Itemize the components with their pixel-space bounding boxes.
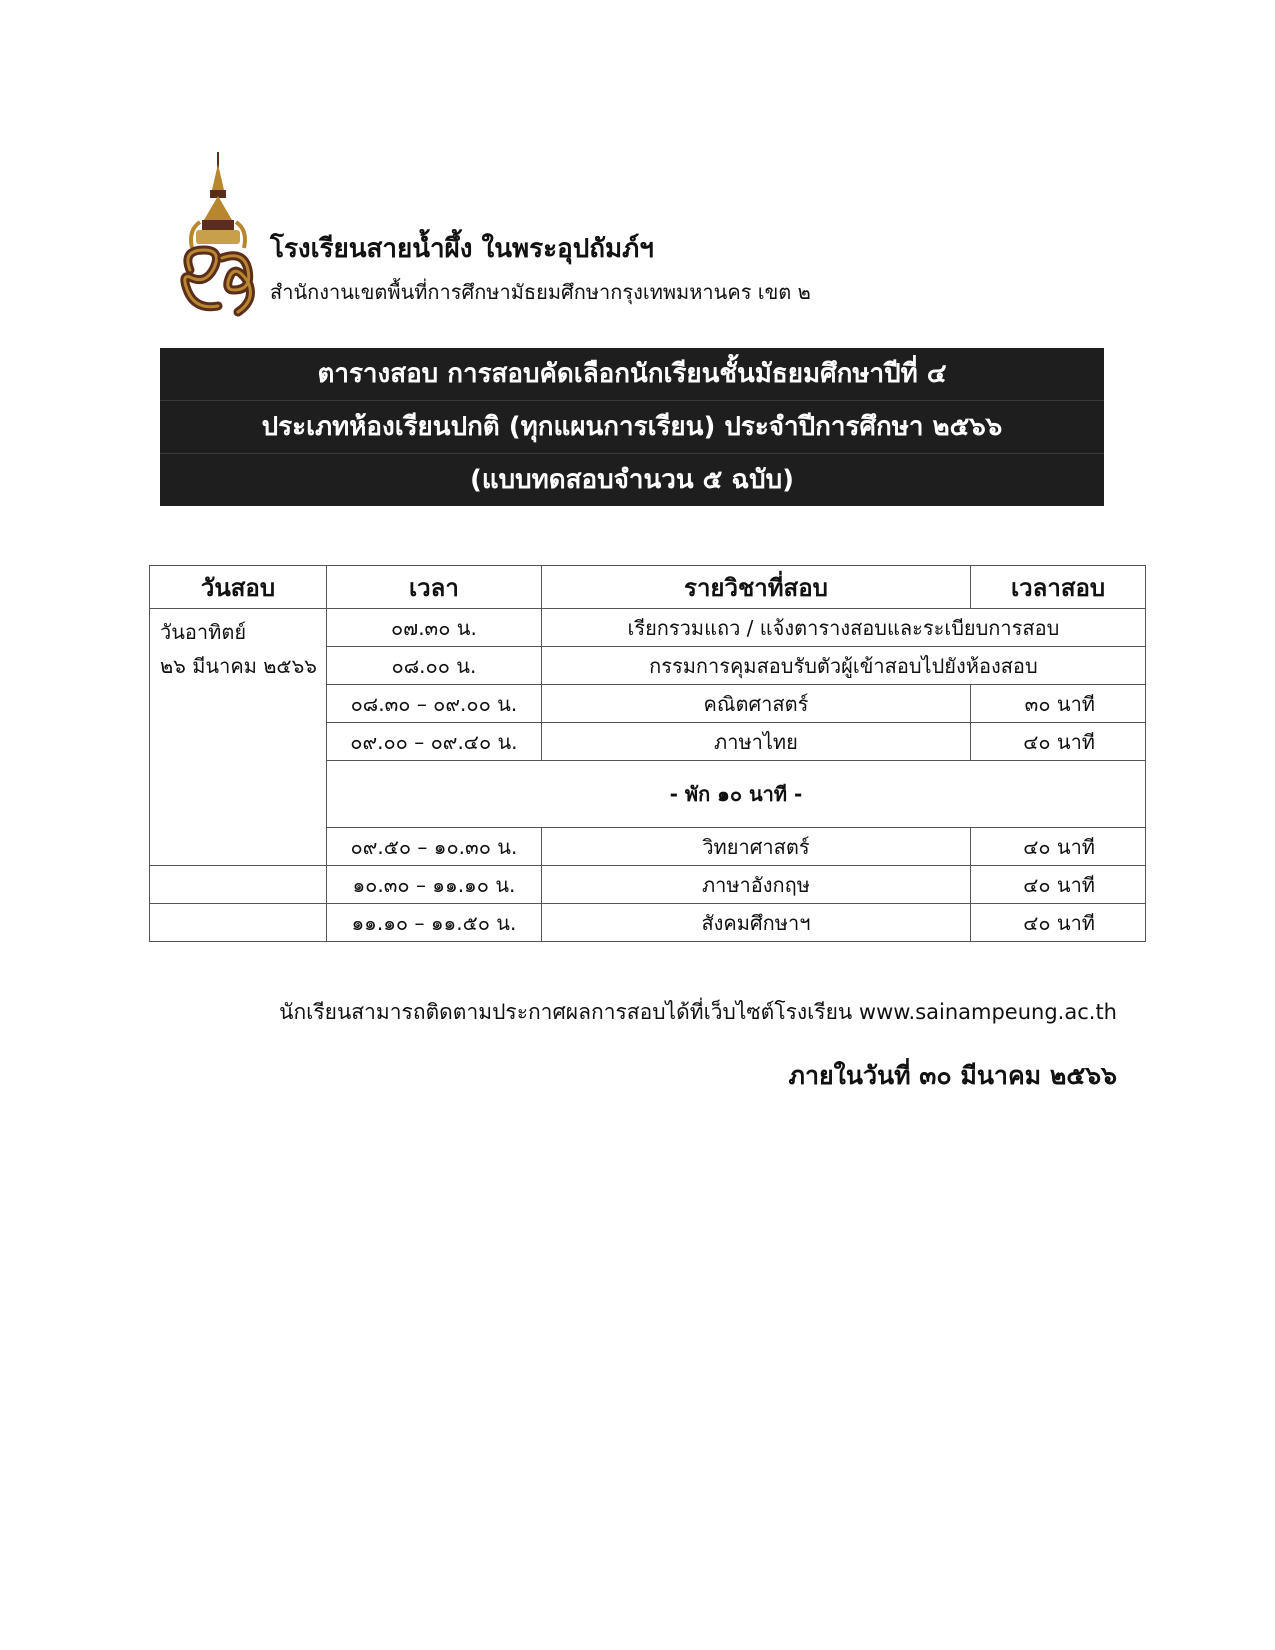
header-duration: เวลาสอบ [971, 566, 1146, 609]
subject-cell: วิทยาศาสตร์ [541, 828, 970, 866]
banner-test-count: (แบบทดสอบจำนวน ๕ ฉบับ) [469, 465, 795, 495]
time-cell: ๑๑.๑๐ – ๑๑.๕๐ น. [326, 904, 541, 942]
table-header-row [150, 566, 1146, 609]
table-row [150, 904, 1146, 942]
school-name: โรงเรียนสายน้ำผึ้ง ในพระอุปถัมภ์ฯ [270, 234, 654, 264]
duration-cell: ๔๐ นาที [971, 828, 1146, 866]
header-subject: รายวิชาที่สอบ [541, 566, 970, 609]
subject-cell: ภาษาไทย [541, 723, 970, 761]
table-row [150, 609, 1146, 647]
duration-cell: ๔๐ นาที [971, 904, 1146, 942]
time-cell: ๐๗.๓๐ น. [326, 609, 541, 647]
time-cell: ๐๘.๐๐ น. [326, 647, 541, 685]
subject-cell: สังคมศึกษาฯ [541, 904, 970, 942]
subject-cell: ภาษาอังกฤษ [541, 866, 970, 904]
duration-cell: ๓๐ นาที [971, 685, 1146, 723]
exam-day-name: วันอาทิตย์ [160, 620, 247, 644]
exam-schedule-table [149, 565, 1146, 942]
break-label: - พัก ๑๐ นาที - [326, 761, 1145, 828]
duration-cell: ๔๐ นาที [971, 723, 1146, 761]
education-office: สำนักงานเขตพื้นที่การศึกษามัธยมศึกษากรุงเทพมหานคร เขต ๒ [270, 280, 811, 304]
banner-title: ตารางสอบ การสอบคัดเลือกนักเรียนชั้นมัธยมศึกษาปีที่ ๔ [160, 348, 1104, 401]
time-cell: ๐๘.๓๐ – ๐๙.๐๐ น. [326, 685, 541, 723]
time-cell: ๑๐.๓๐ – ๑๑.๑๐ น. [326, 866, 541, 904]
subject-cell: คณิตศาสตร์ [541, 685, 970, 723]
empty-day-cell [150, 904, 327, 942]
header-time: เวลา [326, 566, 541, 609]
empty-day-cell [150, 866, 327, 904]
time-cell: ๐๙.๕๐ – ๑๐.๓๐ น. [326, 828, 541, 866]
subject-cell: เรียกรวมแถว / แจ้งตารางสอบและระเบียบการสอบ [541, 609, 1145, 647]
exam-day-cell [150, 609, 327, 866]
header-exam-day: วันสอบ [150, 566, 327, 609]
subject-cell: กรรมการคุมสอบรับตัวผู้เข้าสอบไปยังห้องสอบ [541, 647, 1145, 685]
table-row [150, 866, 1146, 904]
school-logo-icon [178, 150, 258, 320]
exam-date: ๒๖ มีนาคม ๒๕๖๖ [160, 654, 317, 678]
announcement-deadline: ภายในวันที่ ๓๐ มีนาคม ๒๕๖๖ [788, 1061, 1117, 1090]
results-announcement-note: นักเรียนสามารถติดตามประกาศผลการสอบได้ที่เว็บไซต์โรงเรียน www.sainampeung.ac.th [279, 1000, 1117, 1024]
time-cell: ๐๙.๐๐ – ๐๙.๔๐ น. [326, 723, 541, 761]
banner-subtitle: ประเภทห้องเรียนปกติ (ทุกแผนการเรียน) ประจำปีการศึกษา ๒๕๖๖ [160, 401, 1104, 454]
title-banner [160, 348, 1104, 506]
duration-cell: ๔๐ นาที [971, 866, 1146, 904]
